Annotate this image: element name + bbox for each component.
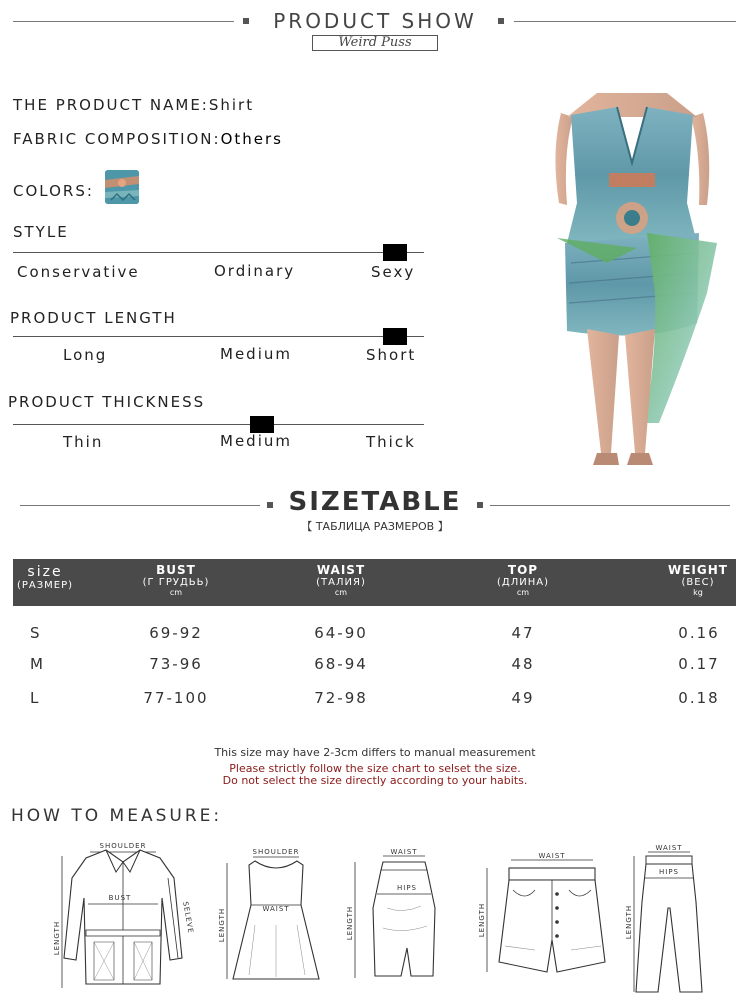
col-size-sub: (РАЗМЕР): [16, 580, 74, 591]
page-title: PRODUCT SHOW: [273, 9, 477, 33]
dress-length-label: LENGTH: [218, 907, 226, 943]
size-table-header: [13, 559, 736, 606]
thickness-option-thin: Thin: [63, 433, 104, 451]
cell-top: 49: [511, 689, 535, 707]
cell-bust: 69-92: [149, 624, 203, 642]
cell-top: 47: [511, 624, 535, 642]
thickness-scale: [13, 424, 424, 425]
col-weight: [659, 563, 737, 597]
length-marker[interactable]: [383, 328, 407, 345]
jacket-shoulder-label: SHOULDER: [99, 842, 147, 850]
jacket-diagram: [48, 838, 198, 998]
length-option-medium: Medium: [220, 345, 292, 363]
shorts-length-label: LENGTH: [478, 902, 486, 938]
pants-hips-label: HIPS: [659, 868, 679, 876]
sizetable-subtitle: 【 ТАБЛИЦА РАЗМЕРОВ 】: [301, 520, 449, 533]
col-size: [13, 564, 77, 591]
note-follow-chart: Please strictly follow the size chart to selset the size.: [229, 762, 521, 775]
col-top-sub: (ДЛИНА): [497, 577, 549, 588]
fabric-value: Others: [220, 130, 283, 148]
thickness-marker[interactable]: [250, 416, 274, 433]
cell-waist: 72-98: [314, 689, 368, 707]
cell-weight: 0.16: [678, 624, 720, 642]
skirt-length-label: LENGTH: [346, 905, 354, 941]
shorts-waist-label: WAIST: [538, 852, 566, 860]
style-option-sexy: Sexy: [371, 263, 416, 281]
fabric-row: [13, 130, 283, 148]
col-weight-unit: kg: [693, 588, 703, 597]
how-to-measure-title: HOW TO MEASURE:: [11, 806, 223, 826]
shorts-diagram: [475, 850, 625, 980]
cell-top: 48: [511, 655, 535, 673]
col-top: [473, 563, 573, 597]
note-habits: Do not select the size directly according to your habits.: [222, 774, 528, 787]
cell-size: L: [30, 689, 41, 707]
col-waist-main: WAIST: [316, 563, 366, 577]
pants-waist-label: WAIST: [655, 844, 683, 852]
cell-size: S: [30, 624, 42, 642]
cell-waist: 64-90: [314, 624, 368, 642]
colors-label: COLORS:: [13, 182, 94, 200]
style-label: STYLE: [13, 223, 69, 241]
cell-bust: 73-96: [149, 655, 203, 673]
col-size-main: size: [27, 564, 63, 580]
dress-diagram: [215, 845, 335, 985]
col-bust-unit: cm: [169, 588, 183, 597]
color-swatch[interactable]: [105, 170, 139, 204]
dress-shoulder-label: SHOULDER: [252, 848, 300, 856]
col-weight-sub: (ВЕС): [681, 577, 715, 588]
product-name-row: [13, 96, 254, 114]
style-option-ordinary: Ordinary: [214, 262, 296, 280]
cell-size: M: [30, 655, 45, 673]
col-bust-main: BUST: [156, 563, 196, 577]
length-label: PRODUCT LENGTH: [10, 309, 177, 327]
skirt-waist-label: WAIST: [390, 848, 418, 856]
style-scale: [13, 252, 424, 253]
thickness-option-medium: Medium: [220, 432, 292, 450]
col-waist: [291, 563, 391, 597]
note-measurement: This size may have 2-3cm differs to manual measurement: [214, 746, 536, 759]
product-name-value: Shirt: [208, 96, 255, 114]
product-name-label: THE PRODUCT NAME:: [13, 96, 209, 114]
sizetable-title: SIZETABLE: [288, 487, 462, 517]
col-weight-main: WEIGHT: [668, 563, 728, 577]
skirt-hips-label: HIPS: [397, 884, 417, 892]
col-bust-sub: (Г ГРУДЬЬ): [142, 577, 210, 588]
jacket-selve-label: SELEVE: [181, 901, 195, 935]
col-waist-unit: cm: [334, 588, 348, 597]
dress-waist-label: WAIST: [262, 905, 290, 913]
col-top-unit: cm: [516, 588, 530, 597]
skirt-diagram: [343, 848, 443, 988]
cell-weight: 0.17: [678, 655, 720, 673]
length-option-short: Short: [366, 346, 417, 364]
brand-subtitle: Weird Puss: [312, 35, 438, 51]
length-scale: [13, 336, 424, 337]
cell-weight: 0.18: [678, 689, 720, 707]
jacket-length-label: LENGTH: [53, 920, 61, 956]
col-top-main: TOP: [507, 563, 539, 577]
style-option-conservative: Conservative: [17, 263, 140, 281]
col-waist-sub: (ТАЛИЯ): [316, 577, 366, 588]
length-option-long: Long: [63, 346, 108, 364]
jacket-bust-label: BUST: [108, 894, 132, 902]
thickness-option-thick: Thick: [366, 433, 416, 451]
product-photo: [547, 93, 717, 468]
col-bust: [126, 563, 226, 597]
pants-length-label: LENGTH: [625, 904, 633, 940]
cell-waist: 68-94: [314, 655, 368, 673]
pants-diagram: [622, 842, 712, 997]
fabric-label: FABRIC COMPOSITION:: [13, 130, 221, 148]
cell-bust: 77-100: [143, 689, 209, 707]
thickness-label: PRODUCT THICKNESS: [8, 393, 206, 411]
style-marker[interactable]: [383, 244, 407, 261]
